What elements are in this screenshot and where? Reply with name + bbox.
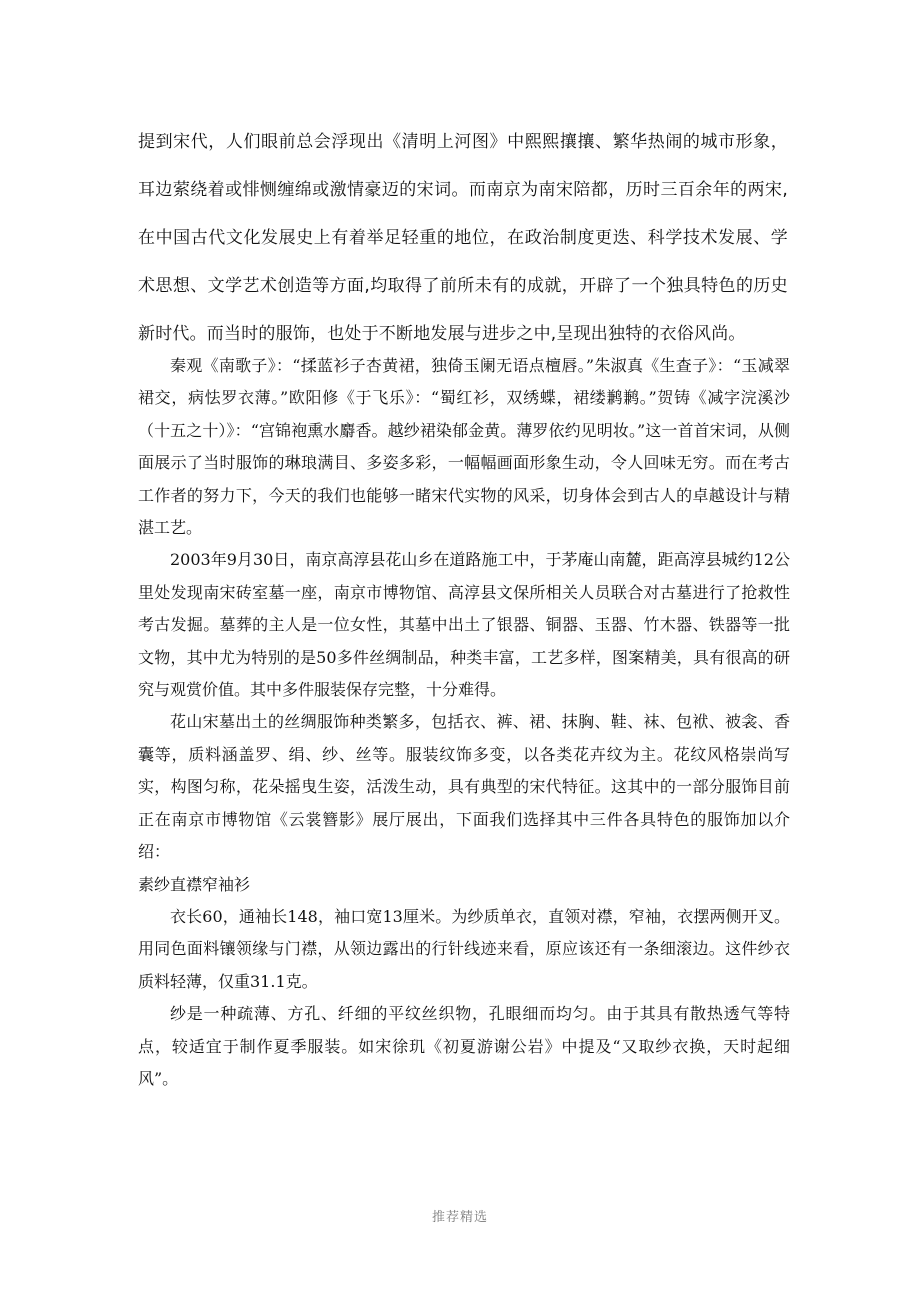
- paragraph-garment-description: 衣长60，通袖长148，袖口宽13厘米。为纱质单衣，直领对襟，窄袖，衣摆两侧开叉。用同色面料镶领缘与门襟，从领边露出的行针线迹来看，原应该还有一条细滚边。这件纱衣质料轻薄，仅重31.1克。: [138, 906, 790, 991]
- article-body: [138, 350, 790, 1095]
- paragraph-silk-types: 花山宋墓出土的丝绸服饰种类繁多，包括衣、裤、裙、抹胸、鞋、袜、包袱、被衾、香囊等，质料涵盖罗、绢、纱、丝等。服装纹饰多变，以各类花卉纹为主。花纹风格崇尚写实，构图匀称，花朵摇曳生姿，活泼生动，具有典型的宋代特征。这其中的一部分服饰目前正在南京市博物馆《云裳簪影》展厅展出，下面我们选择其中三件各具特色的服饰加以介绍：: [138, 712, 790, 862]
- paragraph-excavation: 2003年9月30日，南京高淳县花山乡在道路施工中，于茅庵山南麓，距高淳县城约12公里处发现南宋砖室墓一座，南京市博物馆、高淳县文保所相关人员联合对古墓进行了抢救性考古发掘。墓葬的主人是一位女性，其墓中出土了银器、铜器、玉器、竹木器、铁器等一批文物，其中尤为特别的是50多件丝绸制品，种类丰富，工艺多样，图案精美，具有很高的研究与观赏价值。其中多件服装保存完整，十分难得。: [138, 550, 790, 700]
- paragraph-gauze-explanation: 纱是一种疏薄、方孔、纤细的平纹丝织物，孔眼细而均匀。由于其具有散热透气等特点，较适宜于制作夏季服装。如宋徐玑《初夏游谢公岩》中提及“又取纱衣换，天时起细风”。: [138, 1004, 790, 1088]
- paragraph-song-ci: 秦观《南歌子》：“揉蓝衫子杏黄裙，独倚玉阑无语点檀唇。”朱淑真《生查子》：“玉减翠裙交，病怯罗衣薄。”欧阳修《于飞乐》：“蜀红衫，双绣蝶，裙缕鹣鹣。”贺铸《减字浣溪沙（十五之十）》：“宫锦袍熏水麝香。越纱裙染郁金黄。薄罗依约见明妆。”这一首首宋词，从侧面展示了当时服饰的琳琅满目、多姿多彩，一幅幅画面形象生动，令人回味无穷。而在考古工作者的努力下，今天的我们也能够一睹宋代实物的风采，切身体会到古人的卓越设计与精湛工艺。: [138, 356, 790, 538]
- section-heading: 素纱直襟窄袖衫: [138, 874, 251, 894]
- intro-paragraph: 提到宋代，人们眼前总会浮现出《清明上河图》中熙熙攘攘、繁华热闹的城市形象，耳边萦绕着或悱恻缠绵或激情豪迈的宋词。而南京为南宋陪都，历时三百余年的两宋,在中国古代文化发展史上有着举足轻重的地位，在政治制度更迭、科学技术发展、学术思想、文学艺术创造等方面,均取得了前所未有的成就，开辟了一个独具特色的历史新时代。而当时的服饰，也处于不断地发展与进步之中,呈现出独特的衣俗风尚。: [138, 132, 788, 344]
- page-footer: 推荐精选: [431, 1210, 488, 1225]
